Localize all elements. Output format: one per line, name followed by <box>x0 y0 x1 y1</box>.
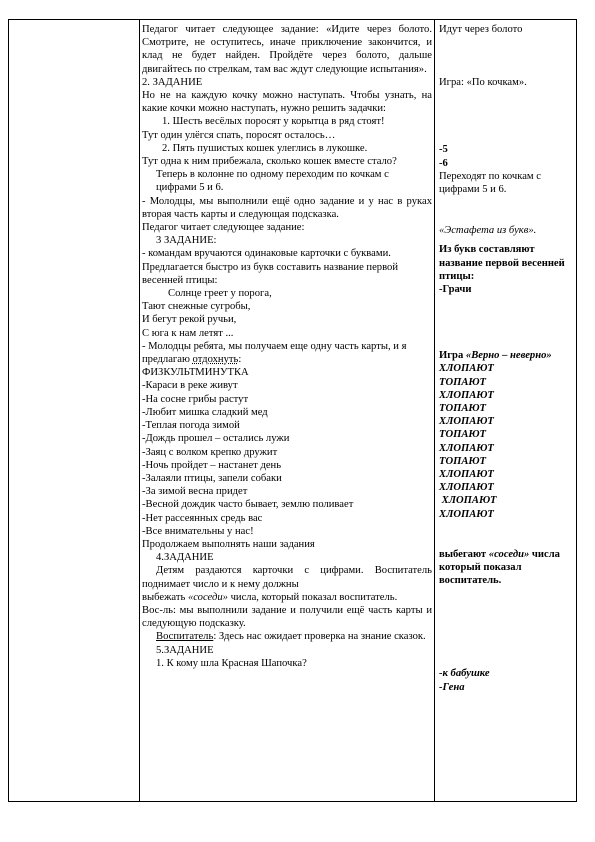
true-false-answer: ХЛОПАЮТ <box>439 363 494 375</box>
task-2-heading: 2. ЗАДАНИЕ <box>142 76 203 88</box>
task-4-conclusion: Вос-ль: мы выполнили задание и получили ещё часть карты и следующую подсказку. <box>142 604 432 630</box>
note-game-hummocks: Игра: «По кочкам». <box>439 77 527 89</box>
riddle-1: 1. Шесть весёлых поросят у корытца в ряд стоят! <box>162 116 385 128</box>
task-3-intro: Педагог читает следующее задание: <box>142 222 305 234</box>
column-divider <box>139 20 140 801</box>
task-5-question-1: 1. К кому шла Красная Шапочка? <box>156 657 307 669</box>
continue-text: Продолжаем выполнять наши задания <box>142 538 315 550</box>
note-relay: «Эстафета из букв». <box>439 225 537 237</box>
task-2-conclusion: - Молодцы, мы выполнили ещё одно задание и у нас в руках вторая часть карты и следующая подсказка. <box>142 195 432 220</box>
fizminutka-line: -Ночь пройдет – настанет день <box>142 459 282 471</box>
task-5-intro: Воспитатель: Здесь нас ожидает проверка на знание сказок. <box>156 631 426 643</box>
poem-line: С юга к нам летят ... <box>142 327 234 339</box>
activity-column <box>142 23 432 670</box>
column-divider <box>434 20 435 801</box>
task-3-description: Предлагается быстро из букв составить название первой весенней птицы: <box>142 261 398 286</box>
task-4-heading: 4.ЗАДАНИЕ <box>156 552 214 564</box>
note-neighbors: выбегают «соседи» числа который показал воспитатель. <box>439 548 560 587</box>
poem-line: И бегут рекой ручьи, <box>142 314 237 326</box>
fizminutka-line: -Дождь прошел – остались лужи <box>142 433 290 445</box>
poem-line: Солнце греет у порога, <box>168 288 272 300</box>
fizminutka-line: -Все внимательны у нас! <box>142 525 254 537</box>
answer-bird: -Грачи <box>439 284 472 296</box>
riddle-1-end: Тут один улёгся спать, поросят осталось… <box>142 129 336 141</box>
true-false-answer: ХЛОПАЮТ <box>439 495 497 507</box>
answer-grandma: -к бабушке <box>439 668 490 680</box>
fizminutka-line: -Любит мишка сладкий мед <box>142 406 268 418</box>
true-false-answer: ХЛОПАЮТ <box>439 416 494 428</box>
fizminutka-line: -Караси в реке живут <box>142 380 238 392</box>
task-3-conclusion: - Молодцы ребята, мы получаем еще одну часть карты, и я предлагаю отдохнуть: <box>142 340 407 366</box>
true-false-answer: ТОПАЮТ <box>439 429 486 441</box>
task-4-text-2: выбежать «соседи» числа, который показал воспитатель. <box>142 591 398 603</box>
true-false-answer: ХЛОПАЮТ <box>439 389 494 401</box>
task-4-text: Детям раздаются карточки с цифрами. Воспитатель поднимает число и к нему должны <box>142 565 432 590</box>
answer-2: -6 <box>439 157 448 169</box>
fizminutka-line: -На сосне грибы растут <box>142 393 249 405</box>
true-false-answer: ТОПАЮТ <box>439 403 486 415</box>
true-false-answer: ХЛОПАЮТ <box>439 469 494 481</box>
note-true-false: Игра «Верно – неверно» <box>439 350 552 362</box>
task-intro-text: Педагог читает следующее задание: «Идите через болото. Смотрите, не оступитесь, иначе приключение закончится, и клад не будет найден. Пройдёте через болото, дальше двигайтесь по стрелкам, там вас ждут следующие испытания». <box>142 24 432 75</box>
riddle-2-end: Тут одна к ним прибежала, сколько кошек вместе стало? <box>142 156 397 168</box>
children-activity-column <box>439 23 577 694</box>
riddle-2: 2. Пять пушистых кошек улеглись в лукошке. <box>162 142 368 154</box>
poem-line: Тают снежные сугробы, <box>142 301 251 313</box>
fizminutka-line: -Теплая погода зимой <box>142 420 240 432</box>
fizminutka-line: -Нет рассеянных средь вас <box>142 512 263 524</box>
task-5-heading: 5.ЗАДАНИЕ <box>156 644 214 656</box>
task-3-heading: 3 ЗАДАНИЕ: <box>156 235 217 247</box>
note-letters: Из букв составляют название первой весенней птицы: <box>439 244 565 282</box>
fizminutka-line: -Заяц с волком крепко дружит <box>142 446 278 458</box>
true-false-answer: ХЛОПАЮТ <box>439 442 494 454</box>
fizminutka-list <box>142 379 432 537</box>
fizminutka-line: -За зимой весна придет <box>142 486 248 498</box>
true-false-answers <box>439 362 577 520</box>
task-3-text: - командам вручаются одинаковые карточки с буквами. <box>142 248 391 260</box>
note-cross-hummocks: Переходят по кочкам с цифрами 5 и 6. <box>439 170 541 196</box>
fizminutka-line: -Залаяли птицы, запели собаки <box>142 472 282 484</box>
task-2-instruction: Теперь в колонне по одному переходим по кочкам с цифрами 5 и 6. <box>156 169 389 194</box>
answer-gena: -Гена <box>439 681 465 693</box>
true-false-answer: ТОПАЮТ <box>439 376 486 388</box>
true-false-answer: ТОПАЮТ <box>439 455 486 467</box>
answer-1: -5 <box>439 144 448 156</box>
note-swamp: Идут через болото <box>439 24 523 35</box>
true-false-answer: ХЛОПАЮТ <box>439 482 494 494</box>
lesson-table <box>8 19 577 802</box>
fizminutka-line: -Весной дождик часто бывает, землю поливает <box>142 499 354 511</box>
fizminutka-heading: ФИЗКУЛЬТМИНУТКА <box>142 367 249 379</box>
task-2-text: Но не на каждую кочку можно наступать. Чтобы узнать, на какие кочки можно наступать, нужно решить задачки: <box>142 90 432 115</box>
true-false-answer: ХЛОПАЮТ <box>439 508 494 520</box>
